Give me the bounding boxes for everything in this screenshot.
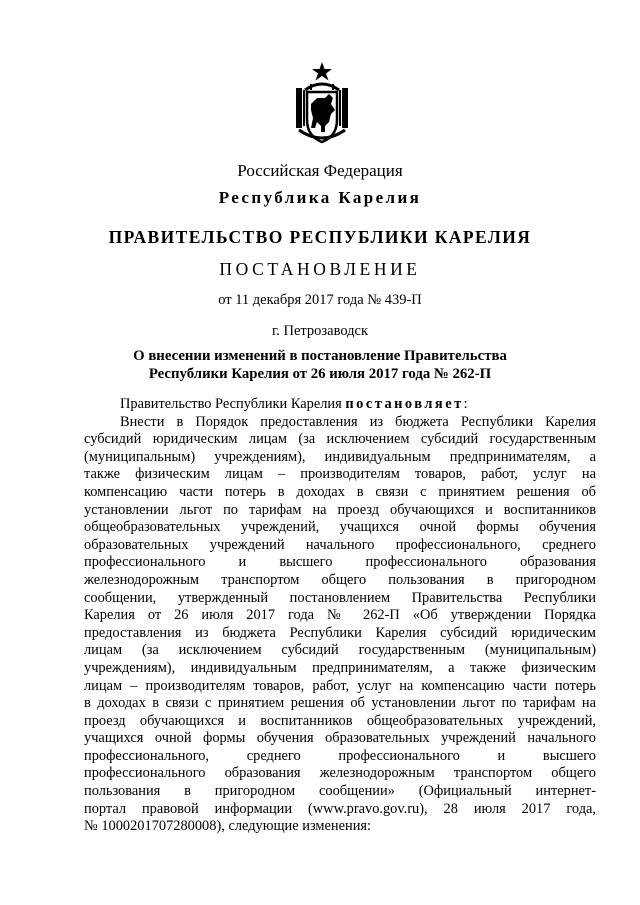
intro-prefix: Правительство Республики Карелия bbox=[120, 396, 346, 412]
body-line: проезд обучающихся и воспитанников общеобразовательных учреждений, bbox=[84, 712, 596, 729]
body-line: субсидий юридическим лицам (за исключением субсидий государственным bbox=[84, 431, 596, 448]
body-line: общеобразовательных учреждений, учащихся очной формы обучения bbox=[84, 519, 596, 536]
republic-name: Республика Карелия bbox=[218, 188, 422, 207]
body-line: сообщении, утвержденный постановлением Правительства Республики bbox=[84, 589, 596, 606]
karelia-coat-of-arms-icon bbox=[291, 60, 353, 146]
body-line: профессионального образования железнодорожным транспортом общего bbox=[84, 765, 596, 782]
country-name: Российская Федерация bbox=[237, 161, 403, 180]
intro-suffix: : bbox=[463, 396, 468, 412]
intro-decree-word: постановляет bbox=[345, 396, 464, 412]
body-line: в доходах в связи с принятием решения об установлении льгот по тарифам на bbox=[84, 695, 596, 712]
body-line: профессионального и высшего профессионального образования bbox=[84, 554, 596, 571]
body-line: железнодорожным транспортом общего пользования в пригородном bbox=[84, 571, 596, 588]
body-line: № 1000201707280008), следующие изменения: bbox=[84, 818, 372, 835]
body-line: установлении льгот по тарифам на проезд обучающихся и воспитанников bbox=[84, 501, 596, 518]
title-line: Республики Карелия от 26 июля 2017 года № 262-П bbox=[148, 366, 492, 382]
body-line: учащихся очной формы обучения образовательных учреждений начального bbox=[84, 730, 596, 747]
title-line: О внесении изменений в постановление Правительства bbox=[133, 348, 507, 364]
city: г. Петрозаводск bbox=[271, 323, 369, 339]
government-name: ПРАВИТЕЛЬСТВО РЕСПУБЛИКИ КАРЕЛИЯ bbox=[108, 227, 532, 247]
document-body bbox=[84, 396, 596, 836]
body-line: пользования в пригородном сообщении» (Официальный интернет- bbox=[84, 783, 596, 800]
body-intro bbox=[84, 396, 596, 414]
body-line: (муниципальным) учреждениям), индивидуальным предпринимателям, а bbox=[84, 448, 596, 465]
body-text bbox=[84, 414, 596, 836]
document-title bbox=[0, 347, 640, 383]
document-type: ПОСТАНОВЛЕНИЕ bbox=[219, 259, 421, 279]
body-line: образовательных учреждений начального профессионального, среднего bbox=[84, 536, 596, 553]
body-line: профессионального, среднего профессионального и высшего bbox=[84, 747, 596, 764]
date-line: от 11 декабря 2017 года № 439-П bbox=[218, 292, 422, 308]
body-line: предоставления из бюджета Республики Карелия субсидий юридическим bbox=[84, 624, 596, 641]
body-line: лицам – производителям товаров, работ, услуг на компенсацию части потерь bbox=[84, 677, 596, 694]
body-line: портал правовой информации (www.pravo.gov.ru), 28 июля 2017 года, bbox=[84, 800, 596, 817]
body-line: Внести в Порядок предоставления из бюджета Республики Карелия bbox=[120, 413, 596, 430]
body-line: также физическим лицам – производителям товаров, работ, услуг на bbox=[84, 466, 596, 483]
body-line: компенсацию части потерь в доходах в связи с принятием решения об bbox=[84, 483, 596, 500]
body-line: лицам (за исключением субсидий государственным (муниципальным) bbox=[84, 642, 596, 659]
body-line: учреждениям), индивидуальным предпринимателям, а также физическим bbox=[84, 659, 596, 676]
body-line: Карелия от 26 июля 2017 года № 262-П «Об утверждении Порядка bbox=[84, 607, 596, 624]
